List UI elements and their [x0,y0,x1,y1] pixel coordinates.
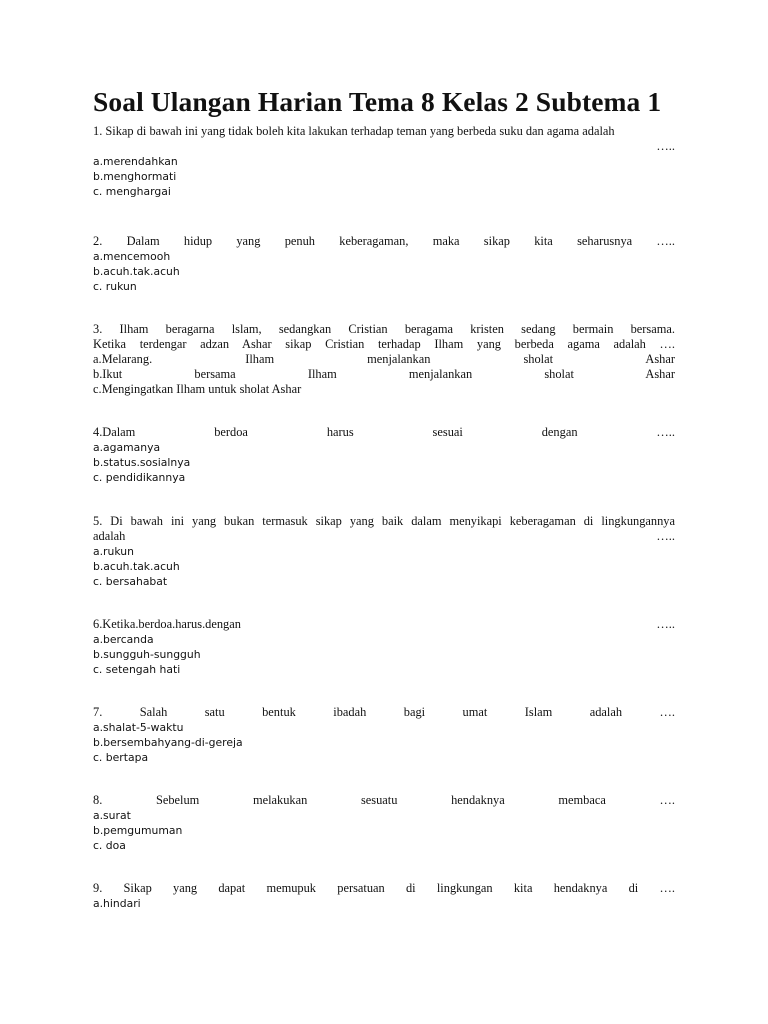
worksheet-title: Soal Ulangan Harian Tema 8 Kelas 2 Subtema 1 [93,86,662,117]
question-3 [93,322,675,397]
option-a: a.surat [93,809,131,822]
question-text: 7. Salah satu bentuk ibadah bagi umat Islam adalah …. [93,705,675,719]
question-4 [93,425,675,485]
option-b: b.acuh.tak.acuh [93,560,180,573]
option-c: c. menghargai [93,185,171,198]
question-2 [93,234,675,294]
question-9 [93,881,675,911]
question-text: adalah ….. [93,529,675,543]
option-a: a.mencemooh [93,250,171,263]
option-a: a.merendahkan [93,155,178,168]
question-text: Ketika terdengar adzan Ashar sikap Cristian terhadap Ilham yang berbeda agama adalah …. [93,337,675,351]
option-b: b.Ikut bersama Ilham menjalankan sholat Ashar [93,367,675,381]
question-text: 1. Sikap di bawah ini yang tidak boleh kita lakukan terhadap teman yang berbeda suku dan agama adalah [93,124,615,138]
option-b: b.bersembahyang-di-gereja [93,736,243,749]
question-text: 4.Dalam berdoa harus sesuai dengan ….. [93,425,675,439]
question-text: 6.Ketika.berdoa.harus.dengan ….. [93,617,675,631]
option-c: c. setengah hati [93,663,181,676]
option-c: c. pendidikannya [93,471,186,484]
question-text: 5. Di bawah ini yang bukan termasuk sikap yang baik dalam menyikapi keberagaman di lingkungannya [93,514,675,528]
option-a: a.bercanda [93,633,154,646]
option-b: b.acuh.tak.acuh [93,265,180,278]
option-a: a.shalat-5-waktu [93,721,184,734]
question-5 [93,514,675,589]
question-6 [93,617,675,677]
option-c: c. bertapa [93,751,149,764]
option-b: b.status.sosialnya [93,456,191,469]
option-c: c. bersahabat [93,575,168,588]
option-b: b.menghormati [93,170,177,183]
question-7 [93,705,675,765]
question-text: 3. Ilham beragarna lslam, sedangkan Cristian beragama kristen sedang bermain bersama. [93,322,675,336]
option-b: b.pemgumuman [93,824,183,837]
option-c: c. doa [93,839,126,852]
question-1 [93,124,675,199]
question-text: 8. Sebelum melakukan sesuatu hendaknya membaca …. [93,793,675,807]
option-b: b.sungguh-sungguh [93,648,201,661]
question-text: 9. Sikap yang dapat memupuk persatuan di lingkungan kita hendaknya di …. [93,881,675,895]
option-c: c. rukun [93,280,137,293]
option-c: c.Mengingatkan Ilham untuk sholat Ashar [93,382,302,396]
question-text: 2. Dalam hidup yang penuh keberagaman, maka sikap kita seharusnya ….. [93,234,675,248]
option-a: a.agamanya [93,441,161,454]
question-8 [93,793,675,853]
option-a: a.rukun [93,545,134,558]
option-a: a.hindari [93,897,141,910]
option-a: a.Melarang. Ilham menjalankan sholat Ashar [93,352,675,366]
question-ellipsis: ….. [656,139,675,153]
